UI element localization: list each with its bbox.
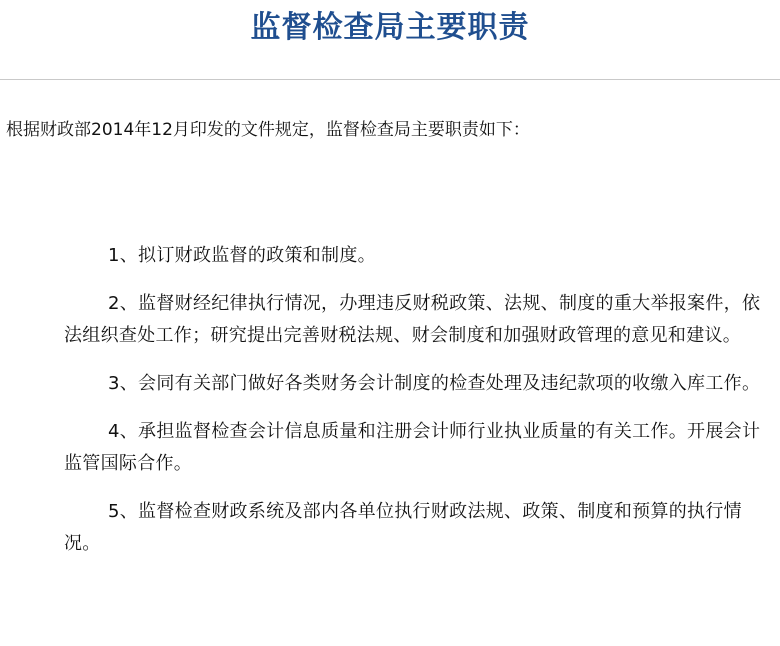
duty-item-1: 1、拟订财政监督的政策和制度。	[108, 245, 376, 266]
duty-item-5: 5、监督检查财政系统及部内各单位执行财政法规、政策、制度和预算的执行情况。	[64, 501, 742, 554]
page-header	[0, 0, 780, 80]
duties-list	[64, 240, 776, 576]
duty-item-4: 4、承担监督检查会计信息质量和注册会计师行业执业质量的有关工作。开展会计监管国际合作。	[64, 421, 761, 474]
duty-item-3: 3、会同有关部门做好各类财务会计制度的检查处理及违纪款项的收缴入库工作。	[108, 373, 761, 394]
page-title: 监督检查局主要职责	[250, 10, 530, 45]
intro-paragraph: 根据财政部2014年12月印发的文件规定，监督检查局主要职责如下：	[6, 120, 530, 140]
duty-item-2: 2、监督财经纪律执行情况，办理违反财税政策、法规、制度的重大举报案件，依法组织查处工作；研究提出完善财税法规、财会制度和加强财政管理的意见和建议。	[64, 293, 761, 346]
